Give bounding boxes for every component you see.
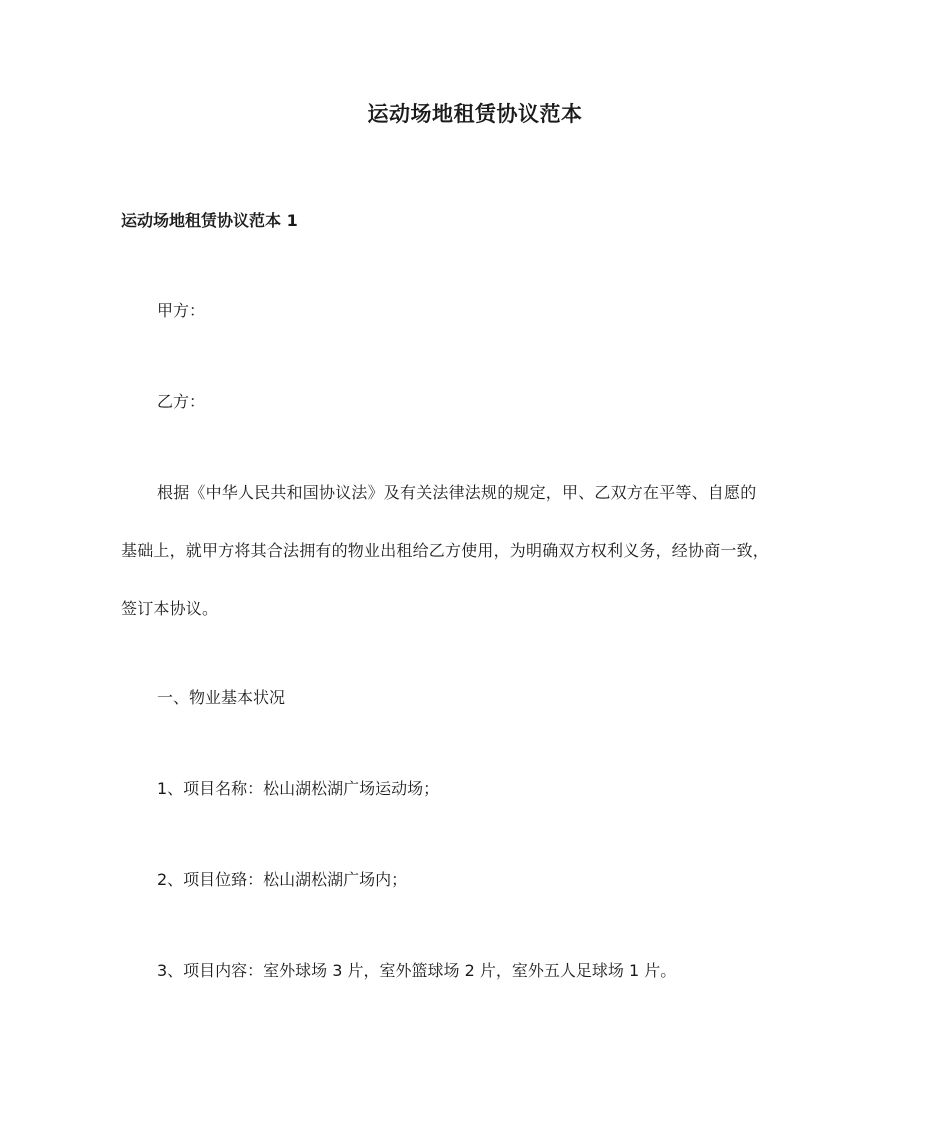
item-project-location: 2、项目位臵：松山湖松湖广场内； [157, 870, 408, 889]
preamble-paragraph [121, 480, 841, 654]
section-heading: 运动场地租赁协议范本 1 [121, 211, 298, 230]
clause-heading: 一、物业基本状况 [157, 688, 286, 707]
preamble-line: 基础上，就甲方将其合法拥有的物业出租给乙方使用，为明确双方权利义务，经协商一致， [121, 541, 770, 560]
document-title: 运动场地租赁协议范本 [367, 102, 583, 126]
party-a-label: 甲方： [157, 301, 206, 320]
preamble-line: 签订本协议。 [121, 599, 219, 618]
party-b-label: 乙方： [157, 392, 206, 411]
item-project-name: 1、项目名称：松山湖松湖广场运动场； [157, 779, 440, 798]
preamble-line: 根据《中华人民共和国协议法》及有关法律法规的规定，甲、乙双方在平等、自愿的 [157, 483, 757, 502]
item-project-content: 3、项目内容：室外球场 3 片，室外篮球场 2 片，室外五人足球场 1 片。 [157, 961, 677, 980]
